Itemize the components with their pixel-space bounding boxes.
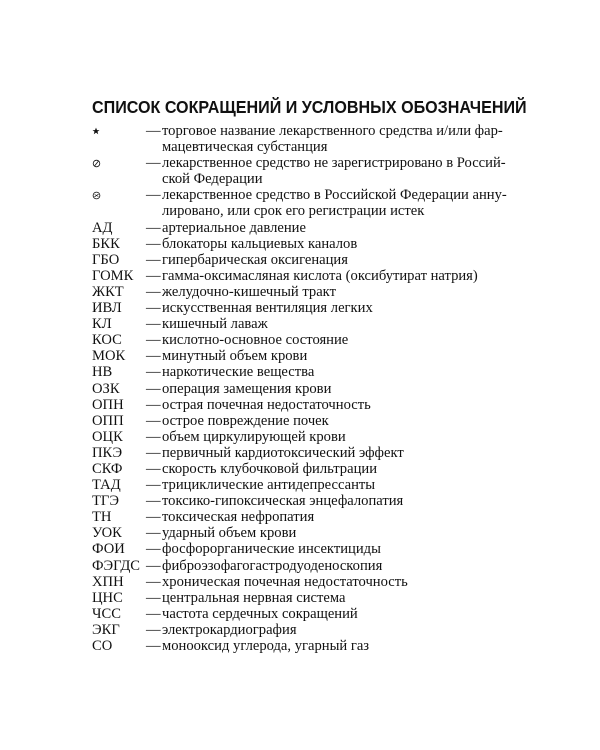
abbreviation-term: ТГЭ	[92, 493, 119, 510]
entry-definition: гамма-оксимасляная кислота (оксибутират натрия)	[162, 267, 478, 284]
abbreviation-entry	[92, 364, 522, 380]
entry-dash: —	[146, 219, 161, 236]
entry-definition: электрокардиография	[162, 621, 297, 638]
abbreviation-entry	[92, 606, 522, 622]
not-registered-mark-icon-svg	[92, 159, 101, 168]
trademark-star-icon	[92, 123, 104, 137]
entry-definition: гипербарическая оксигенация	[162, 251, 348, 268]
abbreviation-entry	[92, 541, 522, 557]
abbreviation-term: КЛ	[92, 316, 112, 333]
registration-cancelled-mark-icon	[92, 187, 104, 201]
entry-definition: наркотические вещества	[162, 364, 315, 381]
entry-definition: блокаторы кальциевых каналов	[162, 235, 358, 252]
entry-dash: —	[146, 428, 161, 445]
abbreviation-term: ОЗК	[92, 380, 120, 397]
abbreviation-entry	[92, 622, 522, 638]
entry-definition: острая почечная недостаточность	[162, 396, 371, 413]
abbreviation-entry	[92, 590, 522, 606]
entry-dash: —	[146, 460, 161, 477]
entry-definition	[162, 155, 522, 187]
abbreviation-term: ГБО	[92, 251, 120, 268]
entry-definition: операция замещения крови	[162, 380, 332, 397]
abbreviation-term: ОПП	[92, 412, 124, 429]
abbreviation-entry	[92, 348, 522, 364]
abbreviation-entry	[92, 413, 522, 429]
abbreviation-term: НВ	[92, 364, 113, 381]
abbreviation-entry	[92, 220, 522, 236]
page-title: СПИСОК СОКРАЩЕНИЙ И УСЛОВНЫХ ОБОЗНАЧЕНИЙ	[92, 97, 527, 117]
entry-dash: —	[146, 235, 161, 252]
entry-definition: трициклические антидепрессанты	[162, 477, 376, 494]
entry-dash: —	[146, 477, 161, 494]
entry-dash: —	[146, 525, 161, 542]
entry-dash: —	[146, 380, 161, 397]
entry-definition	[162, 187, 522, 219]
abbreviation-term: МОК	[92, 348, 126, 365]
abbreviation-symbol	[92, 187, 146, 205]
abbreviation-term: СКФ	[92, 460, 123, 477]
abbreviation-term: ОПН	[92, 396, 124, 413]
not-registered-mark-icon	[92, 155, 104, 169]
abbreviation-entry-registration-cancelled	[92, 187, 522, 219]
abbreviation-term: СО	[92, 638, 113, 654]
entry-dash: —	[146, 364, 161, 381]
entry-definition: токсическая нефропатия	[162, 509, 315, 526]
abbreviation-term: ИВЛ	[92, 300, 122, 317]
entry-dash: —	[146, 541, 161, 558]
abbreviation-term: ЦНС	[92, 589, 123, 606]
abbreviation-entry	[92, 397, 522, 413]
abbreviation-entry	[92, 574, 522, 590]
abbreviations-page	[92, 97, 527, 654]
abbreviation-entry	[92, 477, 522, 493]
entry-dash: —	[146, 155, 161, 172]
abbreviation-entry	[92, 316, 522, 332]
entry-definition: объем циркулирующей крови	[162, 428, 346, 445]
entry-dash: —	[146, 123, 161, 139]
entry-dash: —	[146, 332, 161, 349]
entry-dash: —	[146, 251, 161, 268]
abbreviation-entry	[92, 461, 522, 477]
entry-definition: фиброэзофагогастродуоденоскопия	[162, 557, 383, 574]
abbreviation-term: ТН	[92, 509, 112, 526]
abbreviation-term: ЖКТ	[92, 283, 124, 300]
entry-dash: —	[146, 509, 161, 526]
abbreviation-entry-not-registered	[92, 155, 522, 187]
entry-dash: —	[146, 557, 161, 574]
abbreviation-term: ЧСС	[92, 605, 121, 622]
abbreviation-entry	[92, 381, 522, 397]
abbreviation-entry	[92, 300, 522, 316]
entry-definition	[162, 123, 522, 155]
abbreviation-term: ФЭГДС	[92, 557, 141, 574]
entry-definition: минутный объем крови	[162, 348, 308, 365]
abbreviation-symbol	[92, 123, 146, 141]
abbreviation-term: АД	[92, 219, 113, 236]
entry-definition: кишечный лаваж	[162, 316, 268, 333]
abbreviation-symbol	[92, 155, 146, 173]
definition-line: мацевтическая субстанция	[162, 139, 328, 156]
abbreviation-entry	[92, 252, 522, 268]
definition-line: лекарственное средство в Российской Федерации анну-	[162, 187, 507, 204]
entry-definition: монооксид углерода, угарный газ	[162, 638, 370, 654]
entry-definition: хроническая почечная недостаточность	[162, 573, 408, 590]
entry-dash: —	[146, 638, 161, 654]
entry-dash: —	[146, 605, 161, 622]
entry-dash: —	[146, 267, 161, 284]
abbreviation-entry	[92, 284, 522, 300]
entry-definition: скорость клубочковой фильтрации	[162, 460, 378, 477]
definition-line: лировано, или срок его регистрации истек	[162, 203, 425, 220]
abbreviation-term: ЭКГ	[92, 621, 120, 638]
abbreviation-entry	[92, 332, 522, 348]
abbreviation-entry	[92, 509, 522, 525]
trademark-star-icon-svg	[92, 127, 100, 135]
abbreviation-entry	[92, 236, 522, 252]
abbreviation-list	[92, 123, 522, 654]
definition-line: лекарственное средство не зарегистрировано в Россий-	[162, 155, 506, 172]
abbreviation-entry	[92, 525, 522, 541]
entry-dash: —	[146, 283, 161, 300]
abbreviation-entry	[92, 445, 522, 461]
entry-dash: —	[146, 316, 161, 333]
entry-dash: —	[146, 300, 161, 317]
entry-dash: —	[146, 412, 161, 429]
entry-dash: —	[146, 187, 161, 204]
abbreviation-entry	[92, 638, 522, 654]
entry-dash: —	[146, 493, 161, 510]
entry-definition: фосфорорганические инсектициды	[162, 541, 381, 558]
entry-definition: кислотно-основное состояние	[162, 332, 349, 349]
entry-definition: центральная нервная система	[162, 589, 346, 606]
definition-line: ской Федерации	[162, 171, 263, 188]
entry-dash: —	[146, 573, 161, 590]
entry-definition: острое повреждение почек	[162, 412, 329, 429]
entry-definition: ударный объем крови	[162, 525, 297, 542]
entry-definition: первичный кардиотоксический эффект	[162, 444, 404, 461]
entry-dash: —	[146, 396, 161, 413]
entry-dash: —	[146, 589, 161, 606]
abbreviation-term: БКК	[92, 235, 120, 252]
abbreviation-term: УОК	[92, 525, 122, 542]
entry-definition: токсико-гипоксическая энцефалопатия	[162, 493, 404, 510]
abbreviation-entry	[92, 493, 522, 509]
abbreviation-term: ОЦК	[92, 428, 123, 445]
abbreviation-entry-trademark	[92, 123, 522, 155]
registration-cancelled-mark-icon-svg	[92, 191, 101, 200]
abbreviation-term: ГОМК	[92, 267, 134, 284]
entry-dash: —	[146, 621, 161, 638]
entry-definition: искусственная вентиляция легких	[162, 300, 373, 317]
abbreviation-term: ХПН	[92, 573, 124, 590]
abbreviation-entry	[92, 558, 522, 574]
entry-dash: —	[146, 444, 161, 461]
abbreviation-term: КОС	[92, 332, 122, 349]
abbreviation-entry	[92, 429, 522, 445]
entry-definition: частота сердечных сокращений	[162, 605, 358, 622]
abbreviation-entry	[92, 268, 522, 284]
abbreviation-term: ПКЭ	[92, 444, 123, 461]
abbreviation-term: ТАД	[92, 477, 121, 494]
entry-definition: артериальное давление	[162, 219, 306, 236]
definition-line: торговое название лекарственного средства и/или фар-	[162, 123, 503, 139]
entry-dash: —	[146, 348, 161, 365]
abbreviation-term: ФОИ	[92, 541, 125, 558]
entry-definition: желудочно-кишечный тракт	[162, 283, 336, 300]
